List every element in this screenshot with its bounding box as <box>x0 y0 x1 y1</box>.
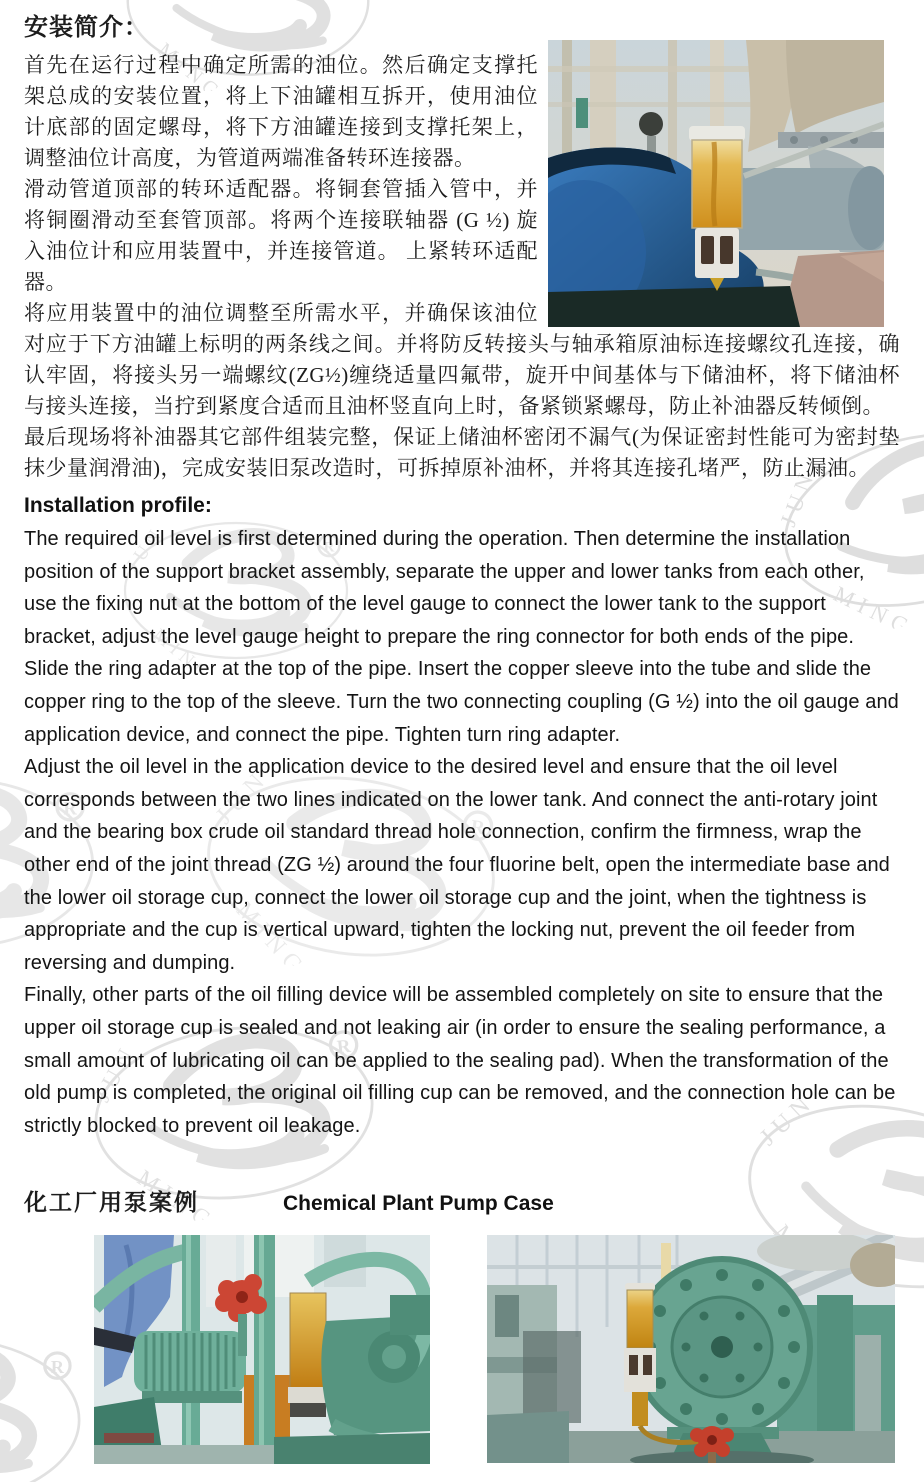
installation-intro-body-cn <box>24 50 900 484</box>
case-section-heading <box>24 1184 900 1217</box>
case-title-cn: 化工厂用泵案例 <box>24 1190 199 1216</box>
en-paragraph: Adjust the oil level in the application device to the desired level and ensure that the oil level corresponds between the two lines indicated on the lower tank. And connect the anti-rotary joint and the bearing box crude oil standard thread hole connection, confirm the firmness, wrap the other end of the joint thread (ZG ½) around the four fluorine belt, open the intermediate base and the lower oil storage cup, connect the lower oil storage cup and the joint, when the tightness is appropriate and the cup is vertical upward, tighten the locking nut, prevent the oil feeder from reversing and dumping. <box>24 756 890 974</box>
case-title-en: Chemical Plant Pump Case <box>283 1192 554 1216</box>
cn-paragraph: 最后现场将补油器其它部件组装完整，保证上储油杯密闭不漏气(为保证密封性能可为密封垫抹少量润滑油)，完成安装旧泵改造时，可拆掉原补油杯，并将其连接孔堵严，防止漏油。 <box>24 425 900 480</box>
en-paragraph: Finally, other parts of the oil filling device will be assembled completely on site to ensure that the upper oil storage cup is sealed and not leaking air (in order to ensure the sealing performance, a small amount of lubricating oil can be applied to the sealing pad). When the transformation of the old pump is completed, the original oil filling cup can be removed, and the connection hole can be strictly blocked to prevent oil leakage. <box>24 984 896 1137</box>
oiler-on-blue-pump-photo <box>548 40 884 327</box>
installation-intro-title-cn: 安装简介： <box>24 15 149 41</box>
cn-paragraph: 将应用装置中的油位调整至所需水平，并确保该油位对应于下方油罐上标明的两条线之间。并将防反转接头与轴承箱原油标连接螺纹孔连接，确认牢固，将接头另一端螺纹(ZG½)缠绕适量四氟带，旋开中间基体与下储油杯，将下储油杯与接头连接，当拧到紧度合适而且油杯竖直向上时，备紧锁紧螺母，防止补油器反转倾倒。 <box>24 301 900 418</box>
installation-profile-title-en: Installation profile: <box>24 494 212 517</box>
installation-profile-body-en <box>24 523 900 1142</box>
case-photos-row <box>24 1235 900 1464</box>
cn-paragraph: 滑动管道顶部的转环适配器。将铜套管插入管中，并将铜圈滑动至套管顶部。将两个连接联轴器 (G ½) 旋入油位计和应用装置中，并连接管道。 上紧转环适配器。 <box>24 177 538 294</box>
cn-paragraph: 首先在运行过程中确定所需的油位。然后确定支撑托架总成的安装位置，将上下油罐相互拆开，使用油位计底部的固定螺母，将下方油罐连接到支撑托架上，调整油位计高度，为管道两端准备转环连接器。 <box>24 53 538 170</box>
en-paragraph: Slide the ring adapter at the top of the pipe. Insert the copper sleeve into the tube and slide the copper ring to the top of the sleeve. Turn the two connecting coupling (G ½) into the oil gauge and application device, and connect the pipe. Tighten turn ring adapter. <box>24 658 899 746</box>
chemical-plant-pump-photo-left <box>94 1235 430 1464</box>
en-paragraph: The required oil level is first determined during the operation. Then determine the installation position of the support bracket assembly, separate the upper and lower tanks from each other, use the fixing nut at the bottom of the level gauge to connect the lower tank to the support bracket, adjust the level gauge height to prepare the ring connector for both ends of the pipe. <box>24 528 865 648</box>
chemical-plant-pump-photo-right <box>487 1235 895 1463</box>
